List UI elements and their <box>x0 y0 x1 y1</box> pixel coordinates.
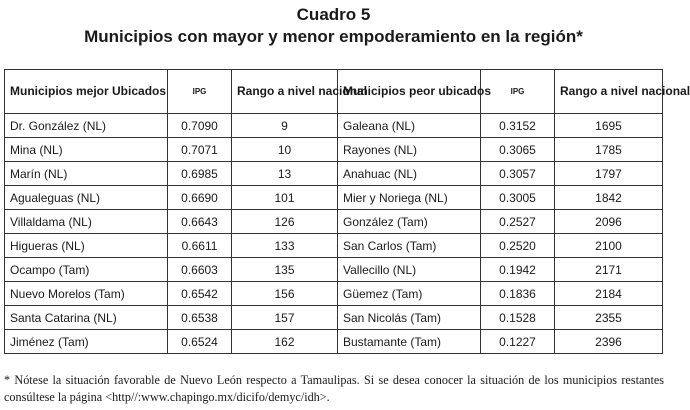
mejor-municipio-cell: Higueras (NL) <box>5 234 168 258</box>
mejor-municipio-cell: Agualeguas (NL) <box>5 186 168 210</box>
table-row <box>5 234 663 258</box>
header-rango-mejor: Rango a nivel nacional <box>232 70 338 114</box>
mejor-ipg-cell: 0.6538 <box>168 306 232 330</box>
peor-ipg-cell: 0.1528 <box>481 306 555 330</box>
mejor-rango-cell: 10 <box>232 138 338 162</box>
peor-municipio-cell: San Nicolás (Tam) <box>338 306 481 330</box>
peor-municipio-cell: Rayones (NL) <box>338 138 481 162</box>
table-row <box>5 138 663 162</box>
peor-ipg-cell: 0.2527 <box>481 210 555 234</box>
mejor-ipg-cell: 0.6611 <box>168 234 232 258</box>
header-ipg-peor: IPG <box>481 70 555 114</box>
mejor-municipio-cell: Santa Catarina (NL) <box>5 306 168 330</box>
peor-municipio-cell: Vallecillo (NL) <box>338 258 481 282</box>
header-rango-peor: Rango a nivel nacional <box>555 70 663 114</box>
table-row <box>5 258 663 282</box>
mejor-rango-cell: 162 <box>232 330 338 354</box>
table-row <box>5 186 663 210</box>
peor-rango-cell: 2184 <box>555 282 663 306</box>
table-number: Cuadro 5 <box>296 5 371 24</box>
table-row <box>5 162 663 186</box>
footnote: * Nótese la situación favorable de Nuevo León respecto a Tamaulipas. Si se desea conocer la situación de los municipios restantes consúltese la página <http//:www.chapingo.mx/dicifo/demyc/idh>. <box>4 373 664 404</box>
table-row <box>5 114 663 138</box>
mejor-ipg-cell: 0.7090 <box>168 114 232 138</box>
mejor-ipg-cell: 0.6542 <box>168 282 232 306</box>
peor-rango-cell: 2100 <box>555 234 663 258</box>
peor-ipg-cell: 0.3152 <box>481 114 555 138</box>
table-header-row <box>5 70 663 114</box>
mejor-municipio-cell: Ocampo (Tam) <box>5 258 168 282</box>
table-title: Municipios con mayor y menor empoderamiento en la región* <box>84 27 583 46</box>
mejor-municipio-cell: Jiménez (Tam) <box>5 330 168 354</box>
peor-municipio-cell: Galeana (NL) <box>338 114 481 138</box>
mejor-rango-cell: 9 <box>232 114 338 138</box>
peor-municipio-cell: Güemez (Tam) <box>338 282 481 306</box>
mejor-rango-cell: 156 <box>232 282 338 306</box>
mejor-ipg-cell: 0.6524 <box>168 330 232 354</box>
peor-rango-cell: 1695 <box>555 114 663 138</box>
peor-ipg-cell: 0.3065 <box>481 138 555 162</box>
header-mejor-ubicados: Municipios mejor Ubicados <box>5 70 168 114</box>
peor-rango-cell: 2355 <box>555 306 663 330</box>
mejor-rango-cell: 157 <box>232 306 338 330</box>
mejor-municipio-cell: Villaldama (NL) <box>5 210 168 234</box>
header-ipg-mejor: IPG <box>168 70 232 114</box>
peor-rango-cell: 1785 <box>555 138 663 162</box>
peor-ipg-cell: 0.1836 <box>481 282 555 306</box>
peor-municipio-cell: Anahuac (NL) <box>338 162 481 186</box>
peor-municipio-cell: González (Tam) <box>338 210 481 234</box>
mejor-ipg-cell: 0.7071 <box>168 138 232 162</box>
peor-municipio-cell: Mier y Noriega (NL) <box>338 186 481 210</box>
mejor-rango-cell: 135 <box>232 258 338 282</box>
peor-rango-cell: 1797 <box>555 162 663 186</box>
table-row <box>5 210 663 234</box>
header-peor-ubicados: Municipios peor ubicados <box>338 70 481 114</box>
peor-ipg-cell: 0.1942 <box>481 258 555 282</box>
peor-ipg-cell: 0.3057 <box>481 162 555 186</box>
mejor-municipio-cell: Dr. González (NL) <box>5 114 168 138</box>
mejor-municipio-cell: Nuevo Morelos (Tam) <box>5 282 168 306</box>
peor-municipio-cell: Bustamante (Tam) <box>338 330 481 354</box>
mejor-municipio-cell: Marín (NL) <box>5 162 168 186</box>
mejor-rango-cell: 133 <box>232 234 338 258</box>
peor-rango-cell: 2096 <box>555 210 663 234</box>
mejor-municipio-cell: Mina (NL) <box>5 138 168 162</box>
table-row <box>5 282 663 306</box>
peor-ipg-cell: 0.2520 <box>481 234 555 258</box>
peor-rango-cell: 1842 <box>555 186 663 210</box>
peor-ipg-cell: 0.3005 <box>481 186 555 210</box>
peor-municipio-cell: San Carlos (Tam) <box>338 234 481 258</box>
mejor-rango-cell: 13 <box>232 162 338 186</box>
mejor-rango-cell: 101 <box>232 186 338 210</box>
municipios-table <box>4 69 690 354</box>
mejor-ipg-cell: 0.6643 <box>168 210 232 234</box>
mejor-ipg-cell: 0.6603 <box>168 258 232 282</box>
peor-rango-cell: 2396 <box>555 330 663 354</box>
mejor-ipg-cell: 0.6985 <box>168 162 232 186</box>
table-row <box>5 330 663 354</box>
mejor-ipg-cell: 0.6690 <box>168 186 232 210</box>
table-row <box>5 306 663 330</box>
peor-ipg-cell: 0.1227 <box>481 330 555 354</box>
peor-rango-cell: 2171 <box>555 258 663 282</box>
mejor-rango-cell: 126 <box>232 210 338 234</box>
